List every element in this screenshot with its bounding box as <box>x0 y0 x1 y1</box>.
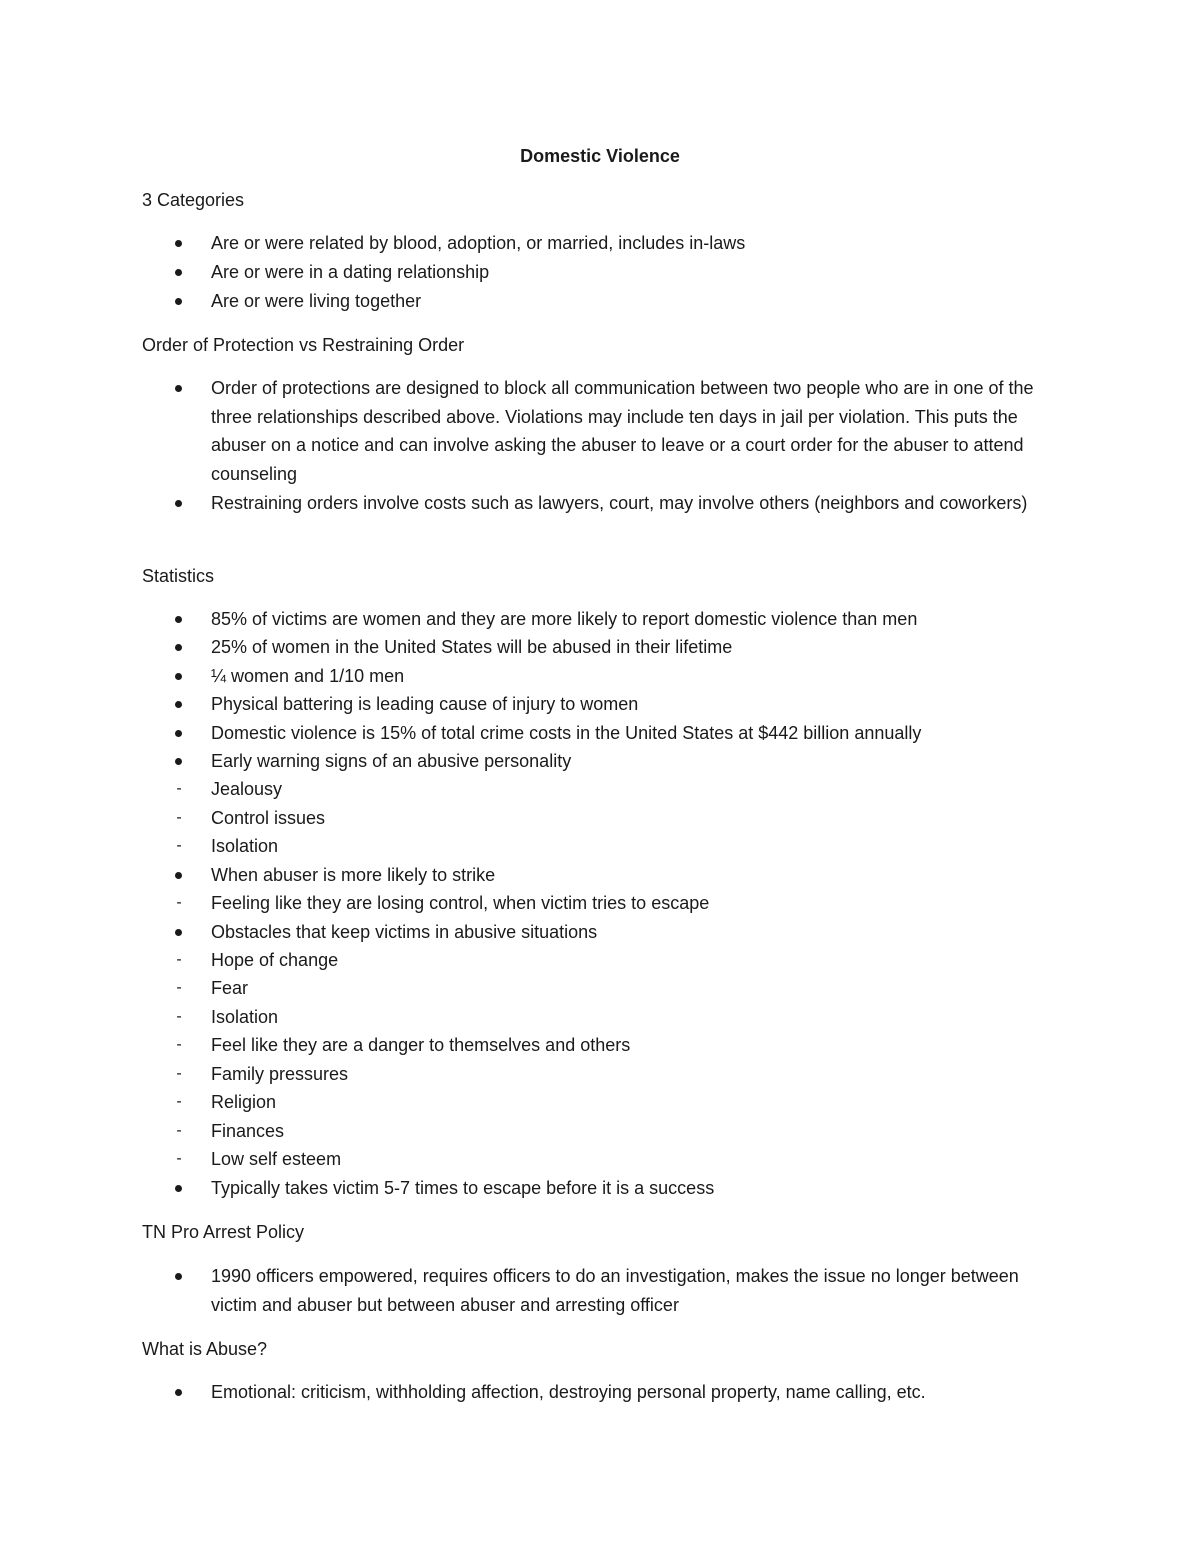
list-item: 85% of victims are women and they are more likely to report domestic violence than men <box>211 609 918 629</box>
list-item: Typically takes victim 5-7 times to escape before it is a success <box>211 1178 715 1198</box>
list-item: 25% of women in the United States will be abused in their lifetime <box>211 637 733 657</box>
dash-icon: - <box>176 894 182 911</box>
list-item: - Isolation <box>142 832 1062 861</box>
list-item: Restraining orders involve costs such as lawyers, court, may involve others (neighbors and coworkers) <box>211 493 1028 513</box>
list-item: Domestic violence is 15% of total crime costs in the United States at $442 billion annually <box>211 723 922 743</box>
list-item: - Hope of change <box>142 946 1062 975</box>
dash-icon: - <box>176 1065 182 1082</box>
list-item: - Religion <box>142 1088 1062 1117</box>
section-heading: 3 Categories <box>142 190 245 210</box>
dash-icon: - <box>176 837 182 854</box>
list-item: - Control issues <box>142 804 1062 833</box>
list-item: Order of protections are designed to block all communication between two people who are in one of the three relationships described above. Violations may include ten days in jail per violation. This puts the abuser on a notice and can involve asking the abuser to leave or a court order for the abuser to attend counseling <box>211 378 1034 484</box>
list-item: - Feeling like they are losing control, when victim tries to escape <box>142 889 1062 918</box>
dash-icon: - <box>176 979 182 996</box>
dash-icon: - <box>176 1093 182 1110</box>
list-item: - Finances <box>142 1117 1062 1146</box>
dash-icon: - <box>176 1150 182 1167</box>
list-item: Obstacles that keep victims in abusive situations <box>211 922 598 942</box>
document-title: Domestic Violence <box>520 146 680 166</box>
section-heading: TN Pro Arrest Policy <box>142 1222 305 1242</box>
list-item: - Low self esteem <box>142 1145 1062 1174</box>
list-item: Are or were living together <box>211 291 422 311</box>
section-heading: Statistics <box>142 566 215 586</box>
list-item: Early warning signs of an abusive personality <box>211 751 572 771</box>
list-item: ¼ women and 1/10 men <box>211 666 405 686</box>
list-item: When abuser is more likely to strike <box>211 865 496 885</box>
dash-icon: - <box>176 951 182 968</box>
list-item: - Isolation <box>142 1003 1062 1032</box>
list-item: - Family pressures <box>142 1060 1062 1089</box>
dash-icon: - <box>176 1008 182 1025</box>
section-heading: Order of Protection vs Restraining Order <box>142 335 465 355</box>
list-item: Emotional: criticism, withholding affection, destroying personal property, name calling, etc. <box>211 1382 926 1402</box>
list-item: Are or were related by blood, adoption, or married, includes in-laws <box>211 233 746 253</box>
list-item: - Fear <box>142 974 1062 1003</box>
section-heading: What is Abuse? <box>142 1339 268 1359</box>
list-item: 1990 officers empowered, requires officers to do an investigation, makes the issue no longer between victim and abuser but between abuser and arresting officer <box>211 1266 1019 1315</box>
list-item: Are or were in a dating relationship <box>211 262 490 282</box>
dash-icon: - <box>176 809 182 826</box>
list-item: Physical battering is leading cause of injury to women <box>211 694 639 714</box>
list-item: - Jealousy <box>142 775 1062 804</box>
dash-icon: - <box>176 780 182 797</box>
dash-icon: - <box>176 1036 182 1053</box>
list-item: - Feel like they are a danger to themselves and others <box>142 1031 1062 1060</box>
dash-icon: - <box>176 1122 182 1139</box>
